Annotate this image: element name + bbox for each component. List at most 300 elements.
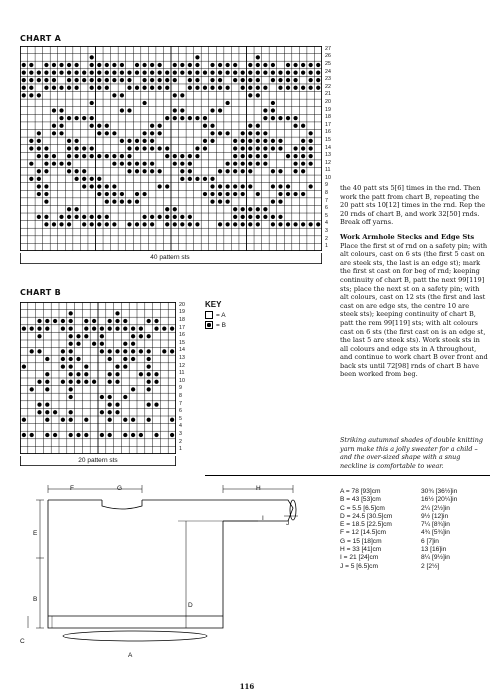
chart-b-dot-r17-c6 [61, 326, 65, 330]
chart-a-dot-r22-c23 [188, 86, 192, 90]
chart-a-dot-r8-c4 [44, 192, 48, 196]
chart-a-row-number: 5 [325, 212, 328, 219]
chart-a-dot-r22-c7 [67, 86, 71, 90]
chart-b-dot-r9-c7 [69, 387, 73, 391]
chart-b-dot-r12-c17 [147, 364, 151, 368]
chart-b-dot-r11-c16 [139, 372, 143, 376]
chart-a-svg [20, 46, 322, 251]
chart-a-row-number: 23 [325, 76, 331, 83]
chart-a-dot-r12-c14 [120, 162, 124, 166]
chart-a-dot-r17-c12 [105, 124, 109, 128]
chart-a-dot-r25-c19 [158, 63, 162, 67]
chart-b-row-number: 8 [179, 393, 182, 399]
chart-a-dot-r15-c18 [150, 139, 154, 143]
chart-a-dot-r25-c21 [173, 63, 177, 67]
chart-a-dot-r24-c26 [210, 70, 214, 74]
chart-a-dot-r22-c16 [135, 86, 139, 90]
chart-a-dot-r4-c18 [150, 222, 154, 226]
chart-a-dot-r8-c28 [226, 192, 230, 196]
chart-b-dot-r17-c19 [162, 326, 166, 330]
chart-a-dot-r16-c32 [256, 131, 260, 135]
chart-a-dot-r24-c33 [263, 70, 267, 74]
chart-b-row-number: 19 [179, 309, 185, 316]
chart-a-dot-r17-c10 [90, 124, 94, 128]
chart-a-dot-r26-c24 [195, 55, 199, 59]
chart-b-dot-r14-c15 [131, 349, 135, 353]
chart-a-dot-r4-c31 [248, 222, 252, 226]
chart-a-dot-r25-c18 [150, 63, 154, 67]
chart-a-dot-r12-c23 [188, 162, 192, 166]
chart-a-dot-r17-c18 [150, 124, 154, 128]
chart-a-dot-r21-c31 [248, 93, 252, 97]
chart-a-dot-r24-c3 [37, 70, 41, 74]
dim-label-h: H [256, 485, 261, 492]
chart-a-dot-r19-c33 [263, 108, 267, 112]
chart-a-dot-r12-c22 [180, 162, 184, 166]
chart-a-dot-r4-c40 [316, 222, 320, 226]
chart-b-row-numbers [179, 302, 193, 454]
chart-a-dot-r5-c17 [142, 215, 146, 219]
chart-a-dot-r18-c24 [195, 116, 199, 120]
chart-a-dot-r22-c2 [29, 86, 33, 90]
chart-a-dot-r18-c37 [293, 116, 297, 120]
chart-a-dot-r22-c18 [150, 86, 154, 90]
chart-a-dot-r16-c6 [59, 131, 63, 135]
page-number: 116 [239, 682, 255, 691]
chart-b-dot-r5-c9 [84, 418, 88, 422]
chart-b-dot-r18-c17 [147, 319, 151, 323]
key [205, 300, 226, 329]
chart-b-dot-r10-c18 [154, 380, 158, 384]
chart-a-dot-r15-c34 [271, 139, 275, 143]
chart-a-dot-r13-c33 [263, 154, 267, 158]
chart-a-dot-r18-c33 [263, 116, 267, 120]
chart-b-dot-r14-c11 [100, 349, 104, 353]
chart-a-dot-r5-c12 [105, 215, 109, 219]
chart-a-dot-r24-c36 [286, 70, 290, 74]
chart-a-dot-r11-c17 [142, 169, 146, 173]
measurement-imperial: 4¾ [5¾]in [421, 529, 450, 537]
chart-a-dot-r14-c10 [90, 146, 94, 150]
chart-b-dot-r8-c14 [123, 395, 127, 399]
chart-a-dot-r24-c37 [293, 70, 297, 74]
chart-b-dot-r3-c12 [108, 433, 112, 437]
chart-a-dot-r5-c8 [75, 215, 79, 219]
chart-a-dot-r5-c6 [59, 215, 63, 219]
chart-b-row-number: 13 [179, 355, 185, 361]
chart-a-dot-r7-c28 [226, 200, 230, 204]
chart-a-dot-r25-c33 [263, 63, 267, 67]
chart-b-dot-r18-c5 [53, 319, 57, 323]
chart-a-dot-r17-c25 [203, 124, 207, 128]
chart-a-row-number: 22 [325, 83, 331, 90]
chart-a-dot-r4-c24 [195, 222, 199, 226]
chart-a-dot-r25-c29 [233, 63, 237, 67]
chart-a-dot-r11-c37 [293, 169, 297, 173]
chart-a-dot-r6-c33 [263, 207, 267, 211]
chart-a-dot-r6-c21 [173, 207, 177, 211]
chart-b-dot-r12-c6 [61, 364, 65, 368]
chart-b-dot-r17-c18 [154, 326, 158, 330]
chart-b-dot-r5-c15 [131, 418, 135, 422]
chart-a-dot-r9-c27 [218, 184, 222, 188]
chart-a-dot-r15-c16 [135, 139, 139, 143]
chart-a-dot-r7-c35 [278, 200, 282, 204]
chart-a-dot-r25-c23 [188, 63, 192, 67]
chart-a-dot-r13-c11 [97, 154, 101, 158]
chart-a-dot-r4-c27 [218, 222, 222, 226]
chart-a-dot-r10-c25 [203, 177, 207, 181]
chart-b-dot-r6-c4 [45, 410, 49, 414]
chart-b-dot-r3-c20 [170, 433, 174, 437]
chart-b-dot-r5-c20 [170, 418, 174, 422]
chart-a-dot-r24-c12 [105, 70, 109, 74]
chart-a-dot-r5-c19 [158, 215, 162, 219]
chart-a-dot-r4-c16 [135, 222, 139, 226]
chart-b-dot-r18-c10 [92, 319, 96, 323]
chart-a-dot-r4-c35 [278, 222, 282, 226]
chart-a-dot-r13-c4 [44, 154, 48, 158]
chart-a-dot-r23-c20 [165, 78, 169, 82]
chart-b-dot-r10-c12 [108, 380, 112, 384]
chart-a-dot-r4-c28 [226, 222, 230, 226]
chart-b-row-number: 5 [179, 415, 182, 422]
chart-a-dot-r22-c24 [195, 86, 199, 90]
chart-a-dot-r19-c14 [120, 108, 124, 112]
chart-b-dot-r12-c1 [22, 364, 26, 368]
chart-b-dot-r14-c17 [147, 349, 151, 353]
chart-a-dot-r15-c30 [241, 139, 245, 143]
chart-a-dot-r24-c39 [309, 70, 313, 74]
chart-a-dot-r25-c39 [309, 63, 313, 67]
chart-a-dot-r9-c31 [248, 184, 252, 188]
chart-a-dot-r24-c31 [248, 70, 252, 74]
chart-b-dot-r16-c8 [76, 334, 80, 338]
chart-b-dot-r3-c4 [45, 433, 49, 437]
chart-a-dot-r23-c36 [286, 78, 290, 82]
chart-b-row-number: 1 [179, 446, 182, 453]
chart-a-dot-r4-c22 [180, 222, 184, 226]
chart-a-dot-r11-c16 [135, 169, 139, 173]
chart-a-row-number: 13 [325, 152, 331, 159]
chart-a-dot-r9-c4 [44, 184, 48, 188]
chart-b-dot-r13-c14 [123, 357, 127, 361]
measurement-metric: I = 21 [24]cm [340, 554, 379, 562]
chart-a-row-number: 2 [325, 235, 328, 242]
chart-a-dot-r13-c9 [82, 154, 86, 158]
chart-a-dot-r25-c7 [67, 63, 71, 67]
chart-b-row-number: 3 [179, 431, 182, 437]
chart-a-dot-r7-c27 [218, 200, 222, 204]
chart-b-dot-r16-c15 [131, 334, 135, 338]
chart-a-row-number: 18 [325, 114, 331, 121]
chart-b-dot-r18-c4 [45, 319, 49, 323]
chart-a-dot-r7-c34 [271, 200, 275, 204]
chart-a-dot-r17-c32 [256, 124, 260, 128]
chart-a-dot-r14-c35 [278, 146, 282, 150]
chart-b-dot-r17-c7 [69, 326, 73, 330]
instructions-heading: Work Armhole Stecks and Edge Sts [340, 232, 475, 241]
chart-a-dot-r14-c31 [248, 146, 252, 150]
chart-a-dot-r14-c16 [135, 146, 139, 150]
instructions-para-1: the 40 patt sts 5[6] times in the rnd. Then work the patt from chart B, repeating the 20 patt sts 10[12] times in the rnd. Rep the 20 rnds of chart B, and work 32[50] rnds. Break off yarns. [340, 184, 486, 227]
chart-a-dot-r24-c21 [173, 70, 177, 74]
chart-b-dot-r14-c6 [61, 349, 65, 353]
chart-a-dot-r14-c3 [37, 146, 41, 150]
chart-a-dot-r5-c34 [271, 215, 275, 219]
chart-a-dot-r14-c30 [241, 146, 245, 150]
chart-a-dot-r4-c34 [271, 222, 275, 226]
chart-a-dot-r21-c32 [256, 93, 260, 97]
chart-a-dot-r25-c11 [97, 63, 101, 67]
chart-a-dot-r21-c2 [29, 93, 33, 97]
chart-a-dot-r23-c19 [158, 78, 162, 82]
chart-b-dot-r17-c16 [139, 326, 143, 330]
chart-a-dot-r9-c13 [112, 184, 116, 188]
chart-a-dot-r24-c25 [203, 70, 207, 74]
chart-a-dot-r13-c24 [195, 154, 199, 158]
chart-a-dot-r6-c8 [75, 207, 79, 211]
chart-a-dot-r4-c11 [97, 222, 101, 226]
chart-a-dot-r23-c23 [188, 78, 192, 82]
chart-b-dot-r15-c14 [123, 342, 127, 346]
chart-a-dot-r16-c13 [112, 131, 116, 135]
chart-b-row-number: 6 [179, 408, 182, 415]
chart-a-dot-r10-c24 [195, 177, 199, 181]
chart-b-dot-r16-c11 [100, 334, 104, 338]
chart-a-dot-r25-c40 [316, 63, 320, 67]
chart-a-dot-r23-c40 [316, 78, 320, 82]
chart-a-dot-r12-c30 [241, 162, 245, 166]
chart-a-dot-r18-c8 [75, 116, 79, 120]
chart-a-dot-r5-c11 [97, 215, 101, 219]
instructions [340, 184, 488, 385]
chart-a-dot-r6-c32 [256, 207, 260, 211]
chart-a-dot-r8-c36 [286, 192, 290, 196]
chart-a-dot-r21-c13 [112, 93, 116, 97]
chart-a-row-number: 10 [325, 174, 331, 181]
chart-a-dot-r4-c15 [127, 222, 131, 226]
chart-b-dot-r17-c13 [115, 326, 119, 330]
chart-a-dot-r13-c39 [309, 154, 313, 158]
chart-a-dot-r22-c8 [75, 86, 79, 90]
chart-a-dot-r7-c13 [112, 200, 116, 204]
chart-a-dot-r24-c2 [29, 70, 33, 74]
chart-a-dot-r22-c37 [293, 86, 297, 90]
chart-a-grid [20, 46, 322, 251]
chart-a-dot-r9-c20 [165, 184, 169, 188]
chart-b-dot-r8-c7 [69, 395, 73, 399]
chart-a-dot-r19-c15 [127, 108, 131, 112]
chart-a-dot-r12-c15 [127, 162, 131, 166]
chart-a-dot-r19-c5 [52, 108, 56, 112]
chart-a-row-number: 11 [325, 167, 331, 174]
chart-a-row-number: 12 [325, 159, 331, 166]
chart-b-dot-r6-c11 [100, 410, 104, 414]
chart-a-dot-r5-c9 [82, 215, 86, 219]
chart-b-dot-r18-c12 [108, 319, 112, 323]
chart-a-dot-r8-c13 [112, 192, 116, 196]
chart-b-row-number: 10 [179, 377, 185, 384]
chart-a-dot-r25-c32 [256, 63, 260, 67]
chart-a-dot-r10-c10 [90, 177, 94, 181]
chart-b-dot-r18-c9 [84, 319, 88, 323]
chart-b-dot-r11-c17 [147, 372, 151, 376]
chart-b-dot-r6-c3 [37, 410, 41, 414]
chart-a-dot-r23-c17 [142, 78, 146, 82]
chart-b-dot-r10-c7 [69, 380, 73, 384]
chart-a-dot-r8-c27 [218, 192, 222, 196]
chart-b-title: CHART B [20, 288, 61, 297]
chart-a-dot-r22-c12 [105, 86, 109, 90]
measurement-imperial: 8¼ [9½]in [421, 554, 450, 562]
chart-a-dot-r10-c26 [210, 177, 214, 181]
chart-a-dot-r23-c32 [256, 78, 260, 82]
chart-a-dot-r14-c38 [301, 146, 305, 150]
chart-a-dot-r7-c12 [105, 200, 109, 204]
chart-a-dot-r17-c5 [52, 124, 56, 128]
chart-a-dot-r24-c30 [241, 70, 245, 74]
chart-b-dot-r18-c14 [123, 319, 127, 323]
chart-a-dot-r9-c34 [271, 184, 275, 188]
chart-a-dot-r12-c28 [226, 162, 230, 166]
chart-a-dot-r22-c31 [248, 86, 252, 90]
chart-b-dot-r13-c8 [76, 357, 80, 361]
chart-a-dot-r10-c3 [37, 177, 41, 181]
chart-a-dot-r13-c32 [256, 154, 260, 158]
chart-b-dot-r18-c18 [154, 319, 158, 323]
chart-a-dot-r10-c9 [82, 177, 86, 181]
chart-a-dot-r22-c5 [52, 86, 56, 90]
chart-a-dot-r22-c39 [309, 86, 313, 90]
chart-a-dot-r18-c36 [286, 116, 290, 120]
chart-b-dot-r13-c17 [147, 357, 151, 361]
chart-a-dot-r25-c24 [195, 63, 199, 67]
chart-b-dot-r10-c6 [61, 380, 65, 384]
chart-b-dot-r10-c3 [37, 380, 41, 384]
chart-a-dot-r16-c17 [142, 131, 146, 135]
chart-a-dot-r11-c30 [241, 169, 245, 173]
chart-b-dot-r6-c5 [53, 410, 57, 414]
chart-a-dot-r15-c35 [278, 139, 282, 143]
chart-b-dot-r8-c11 [100, 395, 104, 399]
chart-a-dot-r13-c14 [120, 154, 124, 158]
chart-a-dot-r25-c27 [218, 63, 222, 67]
chart-a-dot-r24-c28 [226, 70, 230, 74]
measurement-imperial: 6 [7]in [421, 537, 439, 545]
chart-a-dot-r18-c25 [203, 116, 207, 120]
chart-a-dot-r9-c19 [158, 184, 162, 188]
measurement-imperial: 2 [2½] [421, 562, 440, 570]
chart-a-dot-r22-c32 [256, 86, 260, 90]
chart-a-dot-r4-c30 [241, 222, 245, 226]
chart-a-dot-r9-c28 [226, 184, 230, 188]
chart-a-dot-r13-c20 [165, 154, 169, 158]
chart-b-dot-r17-c1 [22, 326, 26, 330]
chart-a-dot-r25-c1 [22, 63, 26, 67]
chart-a-dot-r10-c8 [75, 177, 79, 181]
chart-a-dot-r13-c29 [233, 154, 237, 158]
chart-b-dot-r14-c3 [37, 349, 41, 353]
key-item-b [205, 321, 226, 329]
chart-a-dot-r5-c20 [165, 215, 169, 219]
chart-a-dot-r23-c18 [150, 78, 154, 82]
chart-a-dot-r23-c9 [82, 78, 86, 82]
measurement-metric: J = 5 [6.5]cm [340, 562, 378, 570]
chart-b-dot-r14-c14 [123, 349, 127, 353]
chart-a-dot-r16-c33 [263, 131, 267, 135]
chart-a-dot-r8-c25 [203, 192, 207, 196]
chart-b-dot-r11-c12 [108, 372, 112, 376]
chart-b-dot-r18-c7 [69, 319, 73, 323]
chart-a-dot-r12-c37 [293, 162, 297, 166]
chart-a-dot-r13-c36 [286, 154, 290, 158]
chart-a-dot-r24-c20 [165, 70, 169, 74]
chart-a-dot-r22-c26 [210, 86, 214, 90]
chart-a-dot-r18-c7 [67, 116, 71, 120]
chart-a-dot-r5-c35 [278, 215, 282, 219]
chart-b-dot-r14-c20 [170, 349, 174, 353]
chart-b-dot-r16-c3 [37, 334, 41, 338]
chart-a-dot-r22-c25 [203, 86, 207, 90]
chart-b-row-number: 18 [179, 317, 185, 323]
chart-a-dot-r19-c21 [173, 108, 177, 112]
chart-a-dot-r13-c23 [188, 154, 192, 158]
chart-b-dot-r10-c10 [92, 380, 96, 384]
chart-a-dot-r4-c5 [52, 222, 56, 226]
measurement-metric: E = 18.5 [22.5]cm [340, 521, 392, 529]
chart-a-dot-r17-c38 [301, 124, 305, 128]
chart-a-dot-r15-c17 [142, 139, 146, 143]
chart-a-dot-r23-c21 [173, 78, 177, 82]
chart-a-dot-r17-c6 [59, 124, 63, 128]
chart-a-dot-r18-c9 [82, 116, 86, 120]
chart-a-dot-r15-c39 [309, 139, 313, 143]
chart-a-dot-r23-c5 [52, 78, 56, 82]
chart-a-dot-r13-c10 [90, 154, 94, 158]
chart-a-dot-r8-c30 [241, 192, 245, 196]
chart-a-dot-r16-c39 [309, 131, 313, 135]
chart-a-dot-r14-c37 [293, 146, 297, 150]
chart-a-dot-r11-c9 [82, 169, 86, 173]
chart-a-dot-r16-c18 [150, 131, 154, 135]
chart-a-dot-r9-c39 [309, 184, 313, 188]
section-divider [205, 475, 490, 476]
chart-a-dot-r20-c34 [271, 101, 275, 105]
chart-b-dot-r10-c17 [147, 380, 151, 384]
chart-b-dot-r9-c4 [45, 387, 49, 391]
chart-a-dot-r25-c16 [135, 63, 139, 67]
chart-b-dot-r9-c2 [30, 387, 34, 391]
chart-a-dot-r12-c39 [309, 162, 313, 166]
chart-b-dot-r17-c4 [45, 326, 49, 330]
chart-b-dot-r14-c19 [162, 349, 166, 353]
chart-a-dot-r5-c10 [90, 215, 94, 219]
chart-a-dot-r21-c22 [180, 93, 184, 97]
chart-b-dot-r17-c9 [84, 326, 88, 330]
chart-a-dot-r15-c2 [29, 139, 33, 143]
chart-a-dot-r8-c14 [120, 192, 124, 196]
blank-square-icon [205, 311, 213, 319]
chart-a-dot-r12-c18 [150, 162, 154, 166]
chart-a-dot-r22-c20 [165, 86, 169, 90]
chart-a-dot-r13-c31 [248, 154, 252, 158]
chart-a-dot-r12-c32 [256, 162, 260, 166]
chart-a-dot-r15-c26 [210, 139, 214, 143]
chart-a-dot-r26-c10 [90, 55, 94, 59]
chart-a-dot-r23-c31 [248, 78, 252, 82]
chart-a-dot-r6-c29 [233, 207, 237, 211]
